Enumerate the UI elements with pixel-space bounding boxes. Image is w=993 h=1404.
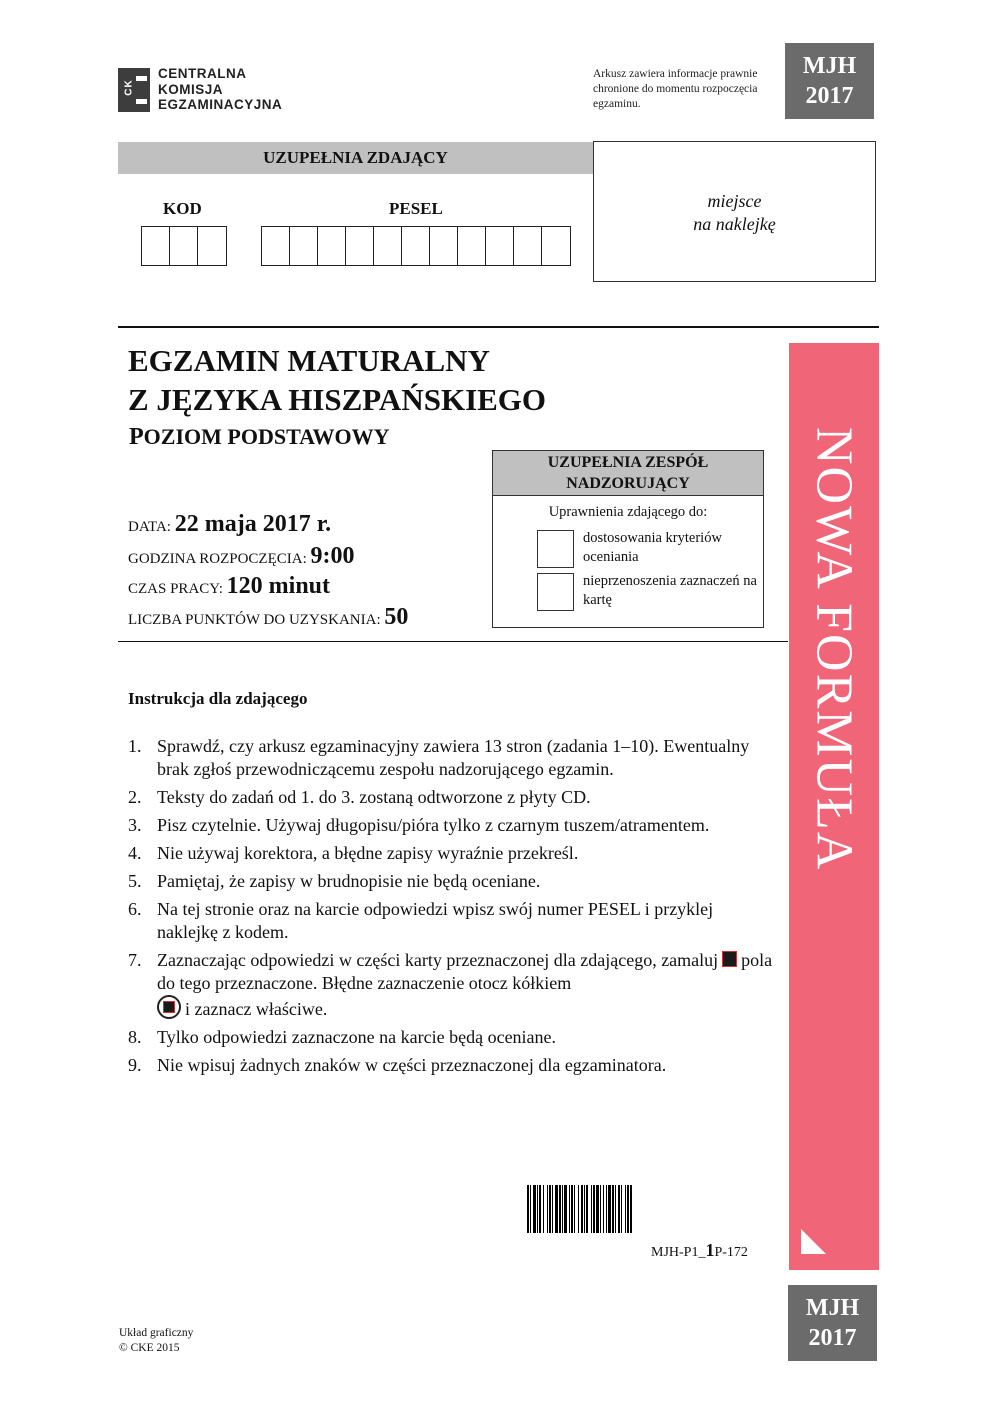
nowa-formula-band (789, 343, 879, 1270)
supervisor-subtitle: Uprawnienia zdającego do: (548, 504, 708, 520)
exam-date-value: 22 maja 2017 r. (174, 511, 332, 537)
exam-date (128, 511, 331, 538)
exam-code-bottom (788, 1285, 877, 1361)
exam-start-label: GODZINA ROZPOCZĘCIA: (128, 551, 307, 567)
exam-title-line-2: Z JĘZYKA HISZPAŃSKIEGO (128, 382, 547, 417)
sticker-placeholder (593, 141, 876, 282)
digit-cell[interactable] (374, 227, 402, 265)
footer-credits (119, 1326, 193, 1356)
corner-triangle-icon (801, 1229, 826, 1254)
digit-cell[interactable] (402, 227, 430, 265)
divider-top (118, 326, 879, 328)
digit-cell[interactable] (346, 227, 374, 265)
barcode-bar (632, 1185, 633, 1233)
logo-line-3: EGZAMINACYJNA (158, 97, 283, 112)
exam-title-line-1: EGZAMIN MATURALNY (128, 343, 490, 378)
instruction-item: 6. Na tej stronie oraz na karcie odpowiedzi wpisz swój numer PESEL i przyklej naklejkę z kodem. (128, 899, 714, 942)
kod-label: KOD (163, 199, 202, 218)
instructions-list (128, 735, 778, 1082)
logo-line-1: CENTRALNA (158, 66, 247, 81)
instruction-item: 8. Tylko odpowiedzi zaznaczone na karcie będą oceniane. (128, 1027, 557, 1047)
digit-cell[interactable] (318, 227, 346, 265)
exam-start-value: 9:00 (310, 543, 355, 569)
kod-input-boxes[interactable] (141, 226, 227, 266)
instruction-item: 5. Pamiętaj, że zapisy w brudnopisie nie będą oceniane. (128, 871, 541, 891)
exam-level-initial: P (129, 424, 144, 450)
exam-code-label-bottom: MJH (805, 1295, 860, 1321)
exam-code-label: MJH (802, 53, 857, 79)
exam-duration-value: 120 minut (226, 573, 331, 599)
instruction-item: 3. Pisz czytelnie. Używaj długopisu/pióra tylko z czarnym tuszem/atramentem. (128, 815, 710, 835)
no-transfer-checkbox[interactable] (537, 573, 574, 611)
exam-code-top (785, 43, 874, 119)
exam-code-year: 2017 (805, 83, 854, 109)
instruction-item: 9. Nie wpisuj żadnych znaków w części przeznaczonej dla egzaminatora. (128, 1055, 667, 1075)
instruction-item: 1. Sprawdź, czy arkusz egzaminacyjny zawiera 13 stron (zadania 1–10). Ewentualny brak zgłoś przewodniczącemu zespołu nadzorującego egzamin. (128, 736, 750, 779)
exam-title (128, 341, 546, 419)
adaptation-checkbox[interactable] (537, 530, 574, 568)
exam-duration (128, 573, 330, 600)
instruction-item: 4. Nie używaj korektora, a błędne zapisy wyraźnie przekreśl. (128, 843, 579, 863)
no-transfer-label: nieprzenoszenia zaznaczeń na kartę (583, 573, 757, 608)
supervisor-header-line-2: NADZORUJĄCY (566, 475, 690, 492)
exam-points-value: 50 (384, 604, 409, 630)
exam-code-year-bottom: 2017 (808, 1325, 857, 1351)
sticker-line-1: miejsce (707, 191, 762, 211)
footer-line-2: © CKE 2015 (119, 1342, 180, 1354)
digit-cell[interactable] (430, 227, 458, 265)
supervisor-header-line-1: UZUPEŁNIA ZESPÓŁ (547, 454, 709, 471)
sticker-line-2: na naklejkę (693, 214, 776, 234)
exam-level (129, 424, 390, 451)
instructions-title: Instrukcja dla zdającego (128, 689, 308, 708)
pesel-input-boxes[interactable] (261, 226, 571, 266)
exam-points (128, 604, 408, 631)
divider-middle (118, 641, 788, 642)
circled-square-icon (157, 995, 181, 1019)
adaptation-label: dostosowania kryteriów oceniania (583, 530, 722, 565)
exam-level-rest: OZIOM PODSTAWOWY (143, 424, 390, 449)
digit-cell[interactable] (486, 227, 514, 265)
exam-date-label: DATA: (128, 519, 171, 535)
logo-line-2: KOMISJA (158, 81, 224, 97)
candidate-section-header: UZUPEŁNIA ZDAJĄCY (118, 142, 593, 174)
filled-square-icon (722, 951, 737, 967)
barcode-label: MJH-P1_1P-172 (651, 1240, 748, 1260)
pesel-label: PESEL (389, 199, 443, 218)
digit-cell[interactable] (198, 227, 226, 265)
digit-cell[interactable] (542, 227, 570, 265)
digit-cell[interactable] (514, 227, 542, 265)
instruction-item: 2. Teksty do zadań od 1. do 3. zostaną odtworzone z płyty CD. (128, 787, 591, 807)
digit-cell[interactable] (170, 227, 198, 265)
exam-start-time (128, 543, 355, 570)
exam-duration-label: CZAS PRACY: (128, 581, 223, 597)
nowa-formula-text: NOWA FORMUŁA (805, 427, 863, 872)
protected-info-note: Arkusz zawiera informacje prawnie chronione do momentu rozpoczęcia egzaminu. (593, 68, 758, 110)
footer-line-1: Układ graficzny (119, 1327, 194, 1339)
supervisor-header (493, 451, 763, 496)
barcode (527, 1185, 767, 1233)
cke-logo-mark (118, 68, 150, 112)
digit-cell[interactable] (290, 227, 318, 265)
supervisor-box (492, 450, 764, 628)
logo-mark-letters: CK (123, 79, 135, 96)
cke-logo-text (158, 66, 282, 113)
digit-cell[interactable] (142, 227, 170, 265)
exam-points-label: LICZBA PUNKTÓW DO UZYSKANIA: (128, 612, 381, 628)
instruction-item: 7. Zaznaczając odpowiedzi w części karty przeznaczonej dla zdającego, zamaluj pola do tego przeznaczone. Błędne zaznaczenie otocz kółkiem i zaznacz właściwe. (128, 950, 773, 1019)
digit-cell[interactable] (262, 227, 290, 265)
digit-cell[interactable] (458, 227, 486, 265)
